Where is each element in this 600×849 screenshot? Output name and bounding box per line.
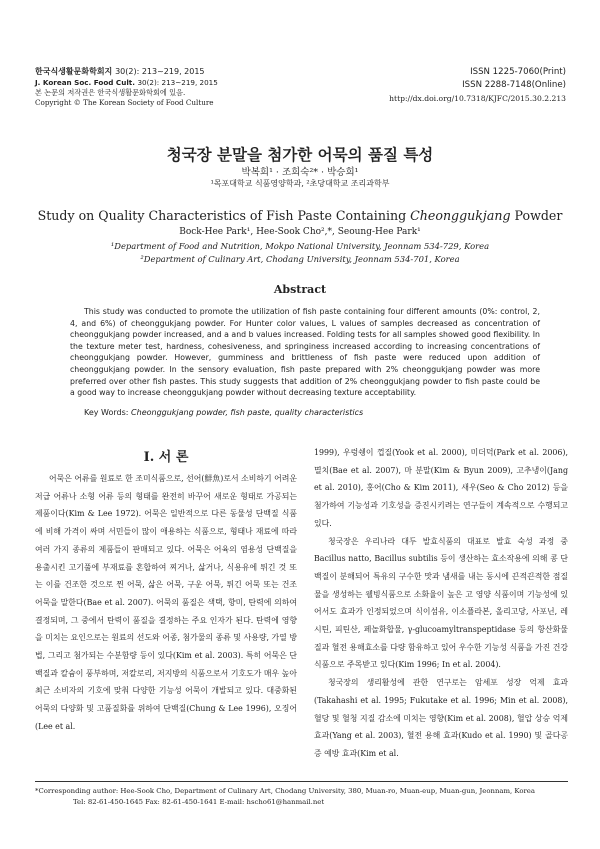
authors-ko: 박복희¹ · 조희숙²* · 박승희¹ (241, 167, 359, 178)
keywords: Key Words: Cheonggukjang powder, fish paste, quality characteristics (84, 408, 364, 417)
journal-name-ko: 한국식생활문화학회지 30(2): 213~219, 2015 (35, 67, 205, 76)
paragraph: 어묵은 어류를 원료로 한 조미식품으로, 선어(鮮魚)로서 소비하기 어려운 저급 어류나 소형 어류 등의 형태를 완전히 바꾸어 새로운 형태로 가공되는 제품이다(Kim & Lee 1972). 어묵은 일반적으로 다른 동물성 단백질 식품에 비해 가격이 싸며 서민들이 많이 애용하는 식품으로, 형태나 재료에 따라 여러 가지 종류의 제품들이 판매되고 있다. 어묵은 어육의 염용성 단백질을 용출시킨 고기풀에 부재료를 혼합하여 찌거나, 삶거나, 식용유에 튀긴 것 또는 이를 건조한 것으로 찐 어묵, 삶은 어묵, 구운 어묵, 튀긴 어묵 또는 건조 어묵을 말한다(Bae et al. 2007). 어묵의 품질은 색택, 향미, 탄력에 의하여 결정되며, 그 중에서 탄력이 품질을 결정하는 주요 인자가 된다. 탄력에 영향을 미치는 요인으로는 원료의 선도와 어종, 첨가물의 종류 및 사용량, 가열 방법, 그리고 첨가되는 수분함량 등이 있다(Kim et al. 2003). 특히 어묵은 단백질과 칼슘이 풍부하며, 저칼로리, 저지방의 식품으로서 기호도가 매우 높아 최근 소비자의 기호에 맞춰 다양한 기능성 어묵이 개발되고 있다. 대중화된 어묵의 다양화 및 고품질화를 위하여 단백질(Chung & Lee 1996), 오징어(Lee et al. (35, 474, 297, 731)
copyright-notice: Copyright © The Korean Society of Food Culture (35, 98, 214, 107)
body-column-left (35, 470, 297, 736)
paper-title-en: Study on Quality Characteristics of Fish Paste Containing Cheonggukjang Powder (37, 208, 563, 223)
journal-header-left (35, 66, 365, 108)
paragraph: 1999), 우렁쉥이 껍질(Yook et al. 2000), 미더덕(Park et al. 2006), 멸치(Bae et al. 2007), 마 분말(Kim & Byun 2009), 고추냉이(Jang et al. 2010), 홍어(Cho & Kim 2011), 새우(Seo & Cho 2012) 등을 첨가하여 기능성과 기호성을 증진시키려는 연구들이 계속적으로 수행되고 있다. (314, 448, 568, 528)
body-column-right (314, 444, 568, 763)
abstract-body: This study was conducted to promote the utilization of fish paste containing four different amounts (0%: control, 2, 4, and 6%) of cheonggukjang powder. For Hunter color values, L values of samples decreased as concentration of cheonggukjang powder increased, and a and b values increased. Folding tests for all samples showed good flexibility. In the texture meter test, hardness, cohesiveness, and springiness increased according to increasing concentrations of cheonggukjang powder. However, gumminess and brittleness of fish paste were reduced upon addition of cheonggukjang powder. In the sensory evaluation, fish paste prepared with 2% cheonggukjang powder was more preferred over other fish pastes. This study suggests that addition of 2% cheonggukjang powder to fish paste could be a good way to increase cheonggukjang powder without decreasing texture acceptability. (70, 307, 540, 398)
rights-notice: 본 논문의 저작권은 한국식생활문화학회에 있음. (35, 88, 186, 97)
issn-print: ISSN 1225-7060(Print) (470, 67, 566, 77)
paper-title-ko: 청국장 분말을 첨가한 어묵의 품질 특성 (166, 145, 434, 164)
corresponding-author-footnote (35, 786, 568, 808)
paragraph: 청국장은 우리나라 대두 발효식품의 대표로 발효 숙성 과정 중 Bacillus natto, Bacillus subtilis 등이 생산하는 효소작용에 의해 콩 단백질이 분해되어 특유의 구수한 맛과 냄새를 내는 동시에 끈적끈적한 점질물을 생성하는 웰빙식품으로 소화율이 높은 고 영양 식품이며 기능성에 있어서도 효과가 인정되었으며 식이섬유, 이소플라본, 올리고당, 사포닌, 레시틴, 피틴산, 페놀화합물, γ-glucoamyltranspeptidase 등의 항산화물질과 혈전 용해효소를 다량 함유하고 있어 우수한 기능성 식품을 가진 건강식품으로 주목받고 있다(Kim 1996; In et al. 2004). (314, 536, 568, 670)
doi-link[interactable]: http://dx.doi.org/10.7318/KJFC/2015.30.2.213 (389, 94, 566, 103)
paragraph: 청국장의 생리활성에 관한 연구로는 암세포 성장 억제 효과(Takahashi et al. 1995; Fukutake et al. 1996; Min et al. 2008), 혈당 및 혈청 지질 감소에 미치는 영향(Kim et al. 2008), 혈압 상승 억제 효과(Yang et al. 2003), 혈전 용해 효과(Kudo et al. 1990) 및 골다공증 예방 효과(Kim et al. (314, 678, 568, 758)
section-heading-intro: I. 서 론 (143, 450, 189, 465)
footnote-line: *Corresponding author: Hee-Sook Cho, Department of Culinary Art, Chodang University, 380, Muan-ro, Muan-eup, Muan-gun, Jeonnam, Korea (35, 787, 535, 795)
authors-en: Bock-Hee Park¹, Hee-Sook Cho²,*, Seoung-Hee Park¹ (179, 227, 421, 237)
issn-online: ISSN 2288-7148(Online) (462, 80, 566, 90)
journal-name-en: J. Korean Soc. Food Cult. 30(2): 213~219, 2015 (35, 78, 218, 87)
affiliations-ko: ¹목포대학교 식품영양학과, ²초당대학교 조리과학부 (210, 179, 390, 188)
journal-header-right (389, 66, 566, 106)
affiliation-en-2: ²Department of Culinary Art, Chodang University, Jeonnam 534-701, Korea (140, 254, 460, 264)
footnote-contact: Tel: 82-61-450-1645 Fax: 82-61-450-1641 E-mail: hscho61@hanmail.net (73, 798, 325, 806)
abstract-heading: Abstract (273, 283, 327, 296)
affiliation-en-1: ¹Department of Food and Nutrition, Mokpo National University, Jeonnam 534-729, Korea (110, 241, 490, 251)
footnote-divider (35, 781, 568, 782)
